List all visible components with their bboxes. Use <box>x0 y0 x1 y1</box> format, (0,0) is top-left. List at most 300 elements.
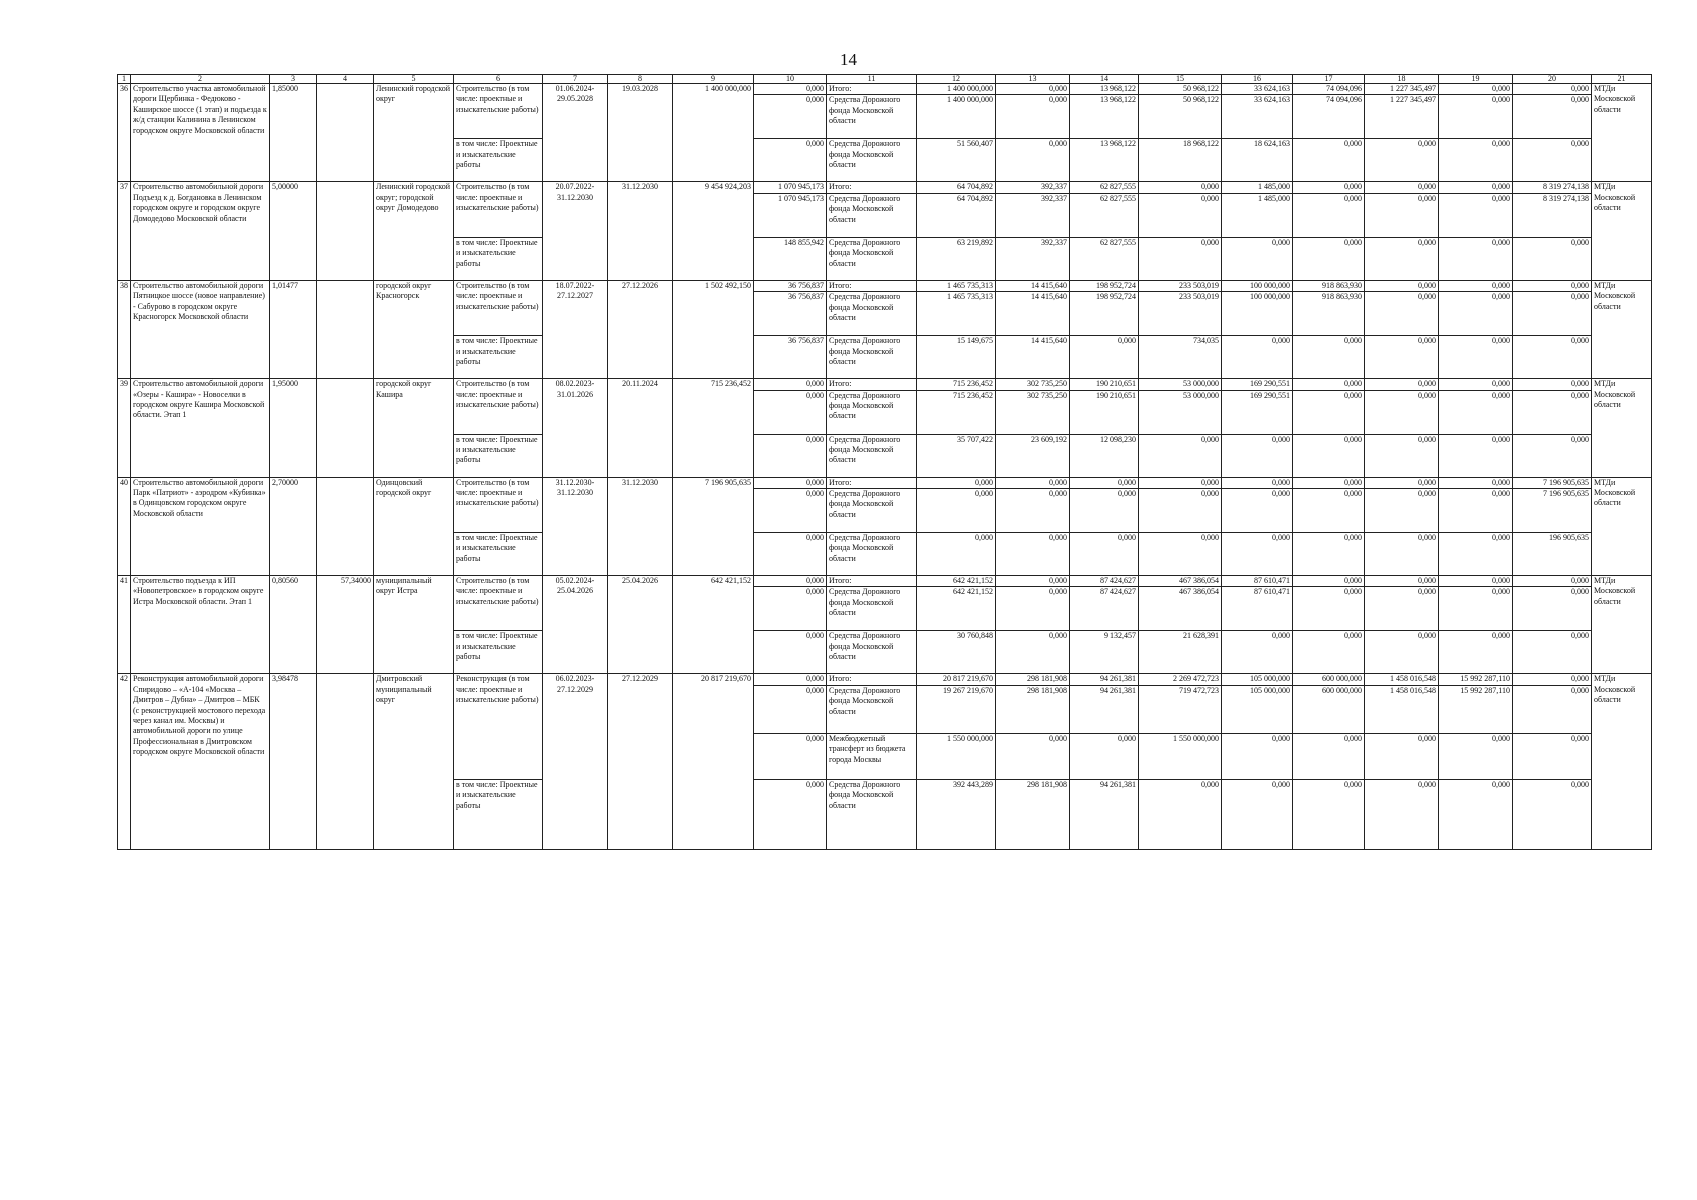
executor: МТДи Московской области <box>1592 182 1652 280</box>
funding-amount: 0,000 <box>1513 779 1592 849</box>
work-type: Строительство (в том числе: проектные и изыскательские работы) <box>454 575 543 630</box>
municipality: Ленинский городской округ <box>374 84 454 182</box>
funding-source: Средства Дорожного фонда Московской области <box>827 631 917 674</box>
funding-amount: 0,000 <box>1513 95 1592 139</box>
funding-amount: 0,000 <box>1439 390 1513 434</box>
funding-source: Средства Дорожного фонда Московской области <box>827 237 917 280</box>
funding-amount: 0,000 <box>1439 733 1513 779</box>
funding-amount: 0,000 <box>1139 193 1222 237</box>
funding-amount: 0,000 <box>1365 292 1439 336</box>
funding-amount: 1 400 000,000 <box>917 84 996 95</box>
funding-amount: 0,000 <box>1365 139 1439 182</box>
funding-amount: 392,337 <box>996 182 1070 193</box>
funding-amount: 87 610,471 <box>1222 575 1293 586</box>
object-name: Строительство автомобильной дороги «Озеры - Кашира» - Новоселки в городском округе Кашира Московской области. Этап 1 <box>131 379 270 477</box>
funding-amount: 0,000 <box>1439 379 1513 390</box>
funding-amount: 7 196 905,635 <box>1513 477 1592 488</box>
municipality: городской округ Кашира <box>374 379 454 477</box>
row-number: 37 <box>118 182 131 280</box>
funds-spent: 0,000 <box>754 685 827 733</box>
funding-amount: 1 227 345,497 <box>1365 84 1439 95</box>
funds-spent: 0,000 <box>754 488 827 532</box>
funding-amount: 0,000 <box>1070 733 1139 779</box>
table-row <box>118 477 1652 488</box>
funding-amount: 918 863,930 <box>1293 292 1365 336</box>
funding-amount: 0,000 <box>996 733 1070 779</box>
funding-amount: 0,000 <box>1222 532 1293 575</box>
column-header: 14 <box>1070 75 1139 84</box>
funding-amount: 0,000 <box>1293 336 1365 379</box>
funding-source: Итого: <box>827 84 917 95</box>
funding-amount: 74 094,096 <box>1293 84 1365 95</box>
funding-amount: 0,000 <box>1365 631 1439 674</box>
funding-amount: 1 465 735,313 <box>917 292 996 336</box>
work-type: Реконструкция (в том числе: проектные и изыскательские работы) <box>454 674 543 779</box>
funding-source: Средства Дорожного фонда Московской области <box>827 779 917 849</box>
funding-amount: 0,000 <box>1070 477 1139 488</box>
funding-amount: 0,000 <box>1222 434 1293 477</box>
funding-amount: 100 000,000 <box>1222 292 1293 336</box>
funding-amount: 0,000 <box>1365 575 1439 586</box>
funding-amount: 7 196 905,635 <box>1513 488 1592 532</box>
funding-amount: 0,000 <box>1513 280 1592 291</box>
funding-amount: 14 415,640 <box>996 336 1070 379</box>
executor: МТДи Московской области <box>1592 575 1652 673</box>
funding-amount: 0,000 <box>1439 139 1513 182</box>
estimated-cost: 715 236,452 <box>673 379 754 477</box>
column-header: 9 <box>673 75 754 84</box>
funding-amount: 642 421,152 <box>917 587 996 631</box>
funds-spent: 0,000 <box>754 477 827 488</box>
table-row <box>118 280 1652 291</box>
column-header: 20 <box>1513 75 1592 84</box>
funding-amount: 0,000 <box>1293 532 1365 575</box>
municipality: муниципальный округ Истра <box>374 575 454 673</box>
funding-amount: 0,000 <box>1365 434 1439 477</box>
funding-amount: 0,000 <box>1293 379 1365 390</box>
column-header: 17 <box>1293 75 1365 84</box>
funding-amount: 53 000,000 <box>1139 379 1222 390</box>
column-header: 11 <box>827 75 917 84</box>
funding-amount: 94 261,381 <box>1070 674 1139 685</box>
funding-amount: 190 210,651 <box>1070 390 1139 434</box>
funding-amount: 105 000,000 <box>1222 674 1293 685</box>
completion-date: 25.04.2026 <box>608 575 673 673</box>
table-row <box>118 674 1652 685</box>
funding-amount: 0,000 <box>1365 488 1439 532</box>
funding-amount: 0,000 <box>996 84 1070 95</box>
work-type: Строительство (в том числе: проектные и изыскательские работы) <box>454 182 543 237</box>
work-type: Строительство (в том числе: проектные и изыскательские работы) <box>454 477 543 532</box>
funding-amount: 0,000 <box>996 575 1070 586</box>
funding-amount: 87 424,627 <box>1070 575 1139 586</box>
column-header: 15 <box>1139 75 1222 84</box>
work-dates: 06.02.2023-27.12.2029 <box>543 674 608 849</box>
funding-amount: 0,000 <box>1365 779 1439 849</box>
object-name: Строительство подъезда к ИП «Новопетровское» в городском округе Истра Московской области. Этап 1 <box>131 575 270 673</box>
funding-amount: 0,000 <box>1222 237 1293 280</box>
funding-amount: 1 485,000 <box>1222 182 1293 193</box>
funding-amount: 33 624,163 <box>1222 84 1293 95</box>
funding-amount: 0,000 <box>1439 182 1513 193</box>
funding-source: Итого: <box>827 280 917 291</box>
funding-amount: 0,000 <box>1365 182 1439 193</box>
funding-amount: 63 219,892 <box>917 237 996 280</box>
funds-spent: 0,000 <box>754 532 827 575</box>
municipality: Одинцовский городской округ <box>374 477 454 575</box>
funding-amount: 0,000 <box>1513 575 1592 586</box>
funding-amount: 0,000 <box>1293 575 1365 586</box>
object-name: Реконструкция автомобильной дороги Спиридово – «А-104 «Москва – Дмитров – Дубна» – Дмитров – МБК (с реконструкцией мостового перехода через канал им. Москвы) и автомобильной дороги по улице Профессиональная в Дмитровском городском округе Московской области <box>131 674 270 849</box>
work-dates: 18.07.2022-27.12.2027 <box>543 280 608 378</box>
work-type-design: в том числе: Проектные и изыскательские работы <box>454 336 543 379</box>
funding-amount: 715 236,452 <box>917 390 996 434</box>
funding-amount: 15 149,675 <box>917 336 996 379</box>
row-number: 41 <box>118 575 131 673</box>
completion-date: 31.12.2030 <box>608 182 673 280</box>
funding-source: Итого: <box>827 674 917 685</box>
funding-amount: 0,000 <box>1513 674 1592 685</box>
funding-amount: 0,000 <box>1293 193 1365 237</box>
funding-amount: 9 132,457 <box>1070 631 1139 674</box>
funding-amount: 0,000 <box>1513 685 1592 733</box>
funding-amount: 0,000 <box>1513 733 1592 779</box>
funding-amount: 20 817 219,670 <box>917 674 996 685</box>
funding-amount: 0,000 <box>1293 434 1365 477</box>
funding-amount: 23 609,192 <box>996 434 1070 477</box>
completion-date: 19.03.2028 <box>608 84 673 182</box>
funding-amount: 0,000 <box>1365 193 1439 237</box>
funds-spent: 0,000 <box>754 575 827 586</box>
funds-spent: 0,000 <box>754 434 827 477</box>
estimated-cost: 1 400 000,000 <box>673 84 754 182</box>
funding-amount: 0,000 <box>996 477 1070 488</box>
funding-amount: 0,000 <box>1293 488 1365 532</box>
funding-amount: 0,000 <box>1439 488 1513 532</box>
funding-amount: 0,000 <box>1139 488 1222 532</box>
funding-amount: 0,000 <box>1439 779 1513 849</box>
funding-source: Средства Дорожного фонда Московской области <box>827 488 917 532</box>
funds-spent: 0,000 <box>754 95 827 139</box>
funding-amount: 0,000 <box>996 139 1070 182</box>
table-row <box>118 575 1652 586</box>
row-number: 40 <box>118 477 131 575</box>
column-header: 10 <box>754 75 827 84</box>
funds-spent: 0,000 <box>754 631 827 674</box>
funding-amount: 62 827,555 <box>1070 193 1139 237</box>
funding-amount: 14 415,640 <box>996 280 1070 291</box>
work-dates: 05.02.2024-25.04.2026 <box>543 575 608 673</box>
funding-amount: 642 421,152 <box>917 575 996 586</box>
column-header: 3 <box>270 75 317 84</box>
funding-amount: 0,000 <box>1070 488 1139 532</box>
capacity-value-2 <box>317 182 374 280</box>
column-header: 12 <box>917 75 996 84</box>
funds-spent: 0,000 <box>754 587 827 631</box>
funding-amount: 715 236,452 <box>917 379 996 390</box>
funding-amount: 15 992 287,110 <box>1439 674 1513 685</box>
funds-spent: 36 756,837 <box>754 292 827 336</box>
funding-amount: 0,000 <box>1365 532 1439 575</box>
funding-amount: 0,000 <box>1293 631 1365 674</box>
funding-source: Средства Дорожного фонда Московской области <box>827 193 917 237</box>
capacity-value: 1,95000 <box>270 379 317 477</box>
funding-amount: 15 992 287,110 <box>1439 685 1513 733</box>
funding-amount: 392,337 <box>996 193 1070 237</box>
funds-spent: 0,000 <box>754 733 827 779</box>
capacity-value: 1,85000 <box>270 84 317 182</box>
column-header: 19 <box>1439 75 1513 84</box>
funding-amount: 0,000 <box>1139 477 1222 488</box>
funding-amount: 600 000,000 <box>1293 674 1365 685</box>
completion-date: 31.12.2030 <box>608 477 673 575</box>
funding-amount: 94 261,381 <box>1070 779 1139 849</box>
capacity-value: 5,00000 <box>270 182 317 280</box>
funding-amount: 0,000 <box>1513 336 1592 379</box>
funding-amount: 0,000 <box>1293 733 1365 779</box>
funding-amount: 233 503,019 <box>1139 280 1222 291</box>
funding-amount: 94 261,381 <box>1070 685 1139 733</box>
completion-date: 20.11.2024 <box>608 379 673 477</box>
municipality: городской округ Красногорск <box>374 280 454 378</box>
executor: МТДи Московской области <box>1592 84 1652 182</box>
funding-source: Итого: <box>827 379 917 390</box>
object-name: Строительство автомобильной дороги Пятницкое шоссе (новое направление) - Сабурово в городском округе Красногорск Московской области <box>131 280 270 378</box>
funding-amount: 1 465 735,313 <box>917 280 996 291</box>
estimated-cost: 1 502 492,150 <box>673 280 754 378</box>
column-header: 6 <box>454 75 543 84</box>
page-number: 14 <box>840 50 857 69</box>
work-dates: 01.06.2024-29.05.2028 <box>543 84 608 182</box>
funding-amount: 1 458 016,548 <box>1365 674 1439 685</box>
funding-amount: 0,000 <box>1365 237 1439 280</box>
funding-amount: 13 968,122 <box>1070 95 1139 139</box>
funding-amount: 302 735,250 <box>996 379 1070 390</box>
funding-amount: 0,000 <box>1222 733 1293 779</box>
funding-amount: 0,000 <box>1139 434 1222 477</box>
funding-amount: 21 628,391 <box>1139 631 1222 674</box>
funds-spent: 0,000 <box>754 779 827 849</box>
funding-source: Средства Дорожного фонда Московской области <box>827 95 917 139</box>
funding-amount: 50 968,122 <box>1139 84 1222 95</box>
investment-table <box>117 74 1652 850</box>
capacity-value-2 <box>317 379 374 477</box>
funds-spent: 1 070 945,173 <box>754 182 827 193</box>
funding-amount: 0,000 <box>1439 532 1513 575</box>
object-name: Строительство автомобильной дороги Парк «Патриот» - аэродром «Кубинка» в Одинцовском городском округе Московской области <box>131 477 270 575</box>
table-row <box>118 182 1652 193</box>
funding-amount: 0,000 <box>996 488 1070 532</box>
funding-amount: 198 952,724 <box>1070 280 1139 291</box>
funding-amount: 74 094,096 <box>1293 95 1365 139</box>
funding-amount: 0,000 <box>1365 390 1439 434</box>
funds-spent: 0,000 <box>754 674 827 685</box>
funding-amount: 14 415,640 <box>996 292 1070 336</box>
estimated-cost: 642 421,152 <box>673 575 754 673</box>
funding-amount: 0,000 <box>1513 434 1592 477</box>
column-header: 4 <box>317 75 374 84</box>
funding-amount: 719 472,723 <box>1139 685 1222 733</box>
funding-amount: 0,000 <box>1293 139 1365 182</box>
row-number: 42 <box>118 674 131 849</box>
column-header: 16 <box>1222 75 1293 84</box>
funding-amount: 0,000 <box>1222 488 1293 532</box>
executor: МТДи Московской области <box>1592 477 1652 575</box>
funding-amount: 0,000 <box>1070 532 1139 575</box>
funding-amount: 0,000 <box>1513 379 1592 390</box>
funding-amount: 734,035 <box>1139 336 1222 379</box>
funding-amount: 298 181,908 <box>996 779 1070 849</box>
funding-amount: 0,000 <box>1439 292 1513 336</box>
funding-amount: 0,000 <box>1513 390 1592 434</box>
funding-amount: 53 000,000 <box>1139 390 1222 434</box>
funding-amount: 2 269 472,723 <box>1139 674 1222 685</box>
funding-amount: 8 319 274,138 <box>1513 193 1592 237</box>
funding-amount: 0,000 <box>1439 575 1513 586</box>
funding-amount: 918 863,930 <box>1293 280 1365 291</box>
funding-amount: 0,000 <box>1439 587 1513 631</box>
funding-amount: 0,000 <box>1439 477 1513 488</box>
work-dates: 31.12.2030-31.12.2030 <box>543 477 608 575</box>
funds-spent: 0,000 <box>754 379 827 390</box>
funding-amount: 0,000 <box>1365 733 1439 779</box>
column-header: 13 <box>996 75 1070 84</box>
funding-amount: 0,000 <box>996 631 1070 674</box>
funding-amount: 0,000 <box>917 488 996 532</box>
funding-source: Средства Дорожного фонда Московской области <box>827 434 917 477</box>
funding-amount: 18 624,163 <box>1222 139 1293 182</box>
funding-amount: 87 424,627 <box>1070 587 1139 631</box>
funding-amount: 51 560,407 <box>917 139 996 182</box>
funding-amount: 0,000 <box>996 532 1070 575</box>
executor: МТДи Московской области <box>1592 280 1652 378</box>
row-number: 38 <box>118 280 131 378</box>
funding-amount: 0,000 <box>1222 631 1293 674</box>
capacity-value: 3,98478 <box>270 674 317 849</box>
funding-amount: 0,000 <box>1293 237 1365 280</box>
funding-amount: 0,000 <box>1365 280 1439 291</box>
funding-source: Итого: <box>827 575 917 586</box>
funds-spent: 36 756,837 <box>754 280 827 291</box>
funding-amount: 30 760,848 <box>917 631 996 674</box>
funding-amount: 198 952,724 <box>1070 292 1139 336</box>
funding-amount: 1 550 000,000 <box>1139 733 1222 779</box>
funding-source: Межбюджетный трансферт из бюджета города Москвы <box>827 733 917 779</box>
funding-source: Итого: <box>827 477 917 488</box>
capacity-value-2: 57,34000 <box>317 575 374 673</box>
capacity-value: 2,70000 <box>270 477 317 575</box>
funding-amount: 62 827,555 <box>1070 237 1139 280</box>
funding-amount: 0,000 <box>1513 292 1592 336</box>
funding-amount: 0,000 <box>1439 193 1513 237</box>
funding-amount: 18 968,122 <box>1139 139 1222 182</box>
funding-amount: 190 210,651 <box>1070 379 1139 390</box>
work-type: Строительство (в том числе: проектные и изыскательские работы) <box>454 84 543 139</box>
funding-amount: 12 098,230 <box>1070 434 1139 477</box>
estimated-cost: 7 196 905,635 <box>673 477 754 575</box>
capacity-value-2 <box>317 477 374 575</box>
funding-amount: 169 290,551 <box>1222 379 1293 390</box>
funding-amount: 0,000 <box>1139 532 1222 575</box>
funding-amount: 87 610,471 <box>1222 587 1293 631</box>
funding-amount: 0,000 <box>1222 477 1293 488</box>
funding-amount: 467 386,054 <box>1139 587 1222 631</box>
funding-amount: 0,000 <box>996 587 1070 631</box>
capacity-value: 0,80560 <box>270 575 317 673</box>
funding-amount: 0,000 <box>1439 336 1513 379</box>
funding-amount: 0,000 <box>1365 379 1439 390</box>
funding-amount: 0,000 <box>1439 237 1513 280</box>
municipality: Ленинский городской округ; городской округ Домодедово <box>374 182 454 280</box>
work-type-design: в том числе: Проектные и изыскательские работы <box>454 237 543 280</box>
completion-date: 27.12.2026 <box>608 280 673 378</box>
object-name: Строительство участка автомобильной дороги Щербинка - Федюково - Каширское шоссе (1 этап) и подъезда к ж/д станции Калинина в Ленинском городском округе Московской области <box>131 84 270 182</box>
funding-source: Средства Дорожного фонда Московской области <box>827 139 917 182</box>
funding-amount: 1 550 000,000 <box>917 733 996 779</box>
funding-amount: 0,000 <box>1513 139 1592 182</box>
funding-amount: 0,000 <box>1139 779 1222 849</box>
estimated-cost: 9 454 924,203 <box>673 182 754 280</box>
funding-amount: 13 968,122 <box>1070 139 1139 182</box>
funding-amount: 62 827,555 <box>1070 182 1139 193</box>
funding-amount: 0,000 <box>1293 390 1365 434</box>
funding-source: Средства Дорожного фонда Московской области <box>827 390 917 434</box>
funding-amount: 0,000 <box>1293 587 1365 631</box>
capacity-value-2 <box>317 674 374 849</box>
funding-amount: 1 458 016,548 <box>1365 685 1439 733</box>
funding-amount: 0,000 <box>1139 237 1222 280</box>
funding-amount: 13 968,122 <box>1070 84 1139 95</box>
funding-amount: 392,337 <box>996 237 1070 280</box>
funding-source: Средства Дорожного фонда Московской области <box>827 587 917 631</box>
funding-amount: 0,000 <box>996 95 1070 139</box>
funding-amount: 0,000 <box>1365 587 1439 631</box>
funding-amount: 100 000,000 <box>1222 280 1293 291</box>
funding-amount: 298 181,908 <box>996 685 1070 733</box>
funding-amount: 64 704,892 <box>917 182 996 193</box>
funding-amount: 392 443,289 <box>917 779 996 849</box>
funding-amount: 8 319 274,138 <box>1513 182 1592 193</box>
funding-amount: 0,000 <box>1439 84 1513 95</box>
table-row <box>118 84 1652 95</box>
funding-amount: 64 704,892 <box>917 193 996 237</box>
work-type: Строительство (в том числе: проектные и изыскательские работы) <box>454 379 543 434</box>
funding-amount: 50 968,122 <box>1139 95 1222 139</box>
work-type-design: в том числе: Проектные и изыскательские работы <box>454 139 543 182</box>
funds-spent: 148 855,942 <box>754 237 827 280</box>
column-header: 21 <box>1592 75 1652 84</box>
funding-amount: 0,000 <box>1293 779 1365 849</box>
executor: МТДи Московской области <box>1592 674 1652 849</box>
funding-source: Средства Дорожного фонда Московской области <box>827 336 917 379</box>
executor: МТДи Московской области <box>1592 379 1652 477</box>
funding-amount: 105 000,000 <box>1222 685 1293 733</box>
funding-amount: 0,000 <box>1439 280 1513 291</box>
funds-spent: 0,000 <box>754 390 827 434</box>
completion-date: 27.12.2029 <box>608 674 673 849</box>
funding-amount: 0,000 <box>1070 336 1139 379</box>
funding-amount: 196 905,635 <box>1513 532 1592 575</box>
funding-amount: 0,000 <box>1513 587 1592 631</box>
funding-amount: 600 000,000 <box>1293 685 1365 733</box>
funding-amount: 1 400 000,000 <box>917 95 996 139</box>
funding-amount: 0,000 <box>1513 631 1592 674</box>
funds-spent: 36 756,837 <box>754 336 827 379</box>
column-header: 7 <box>543 75 608 84</box>
funding-amount: 19 267 219,670 <box>917 685 996 733</box>
funding-amount: 0,000 <box>1513 84 1592 95</box>
funding-amount: 302 735,250 <box>996 390 1070 434</box>
